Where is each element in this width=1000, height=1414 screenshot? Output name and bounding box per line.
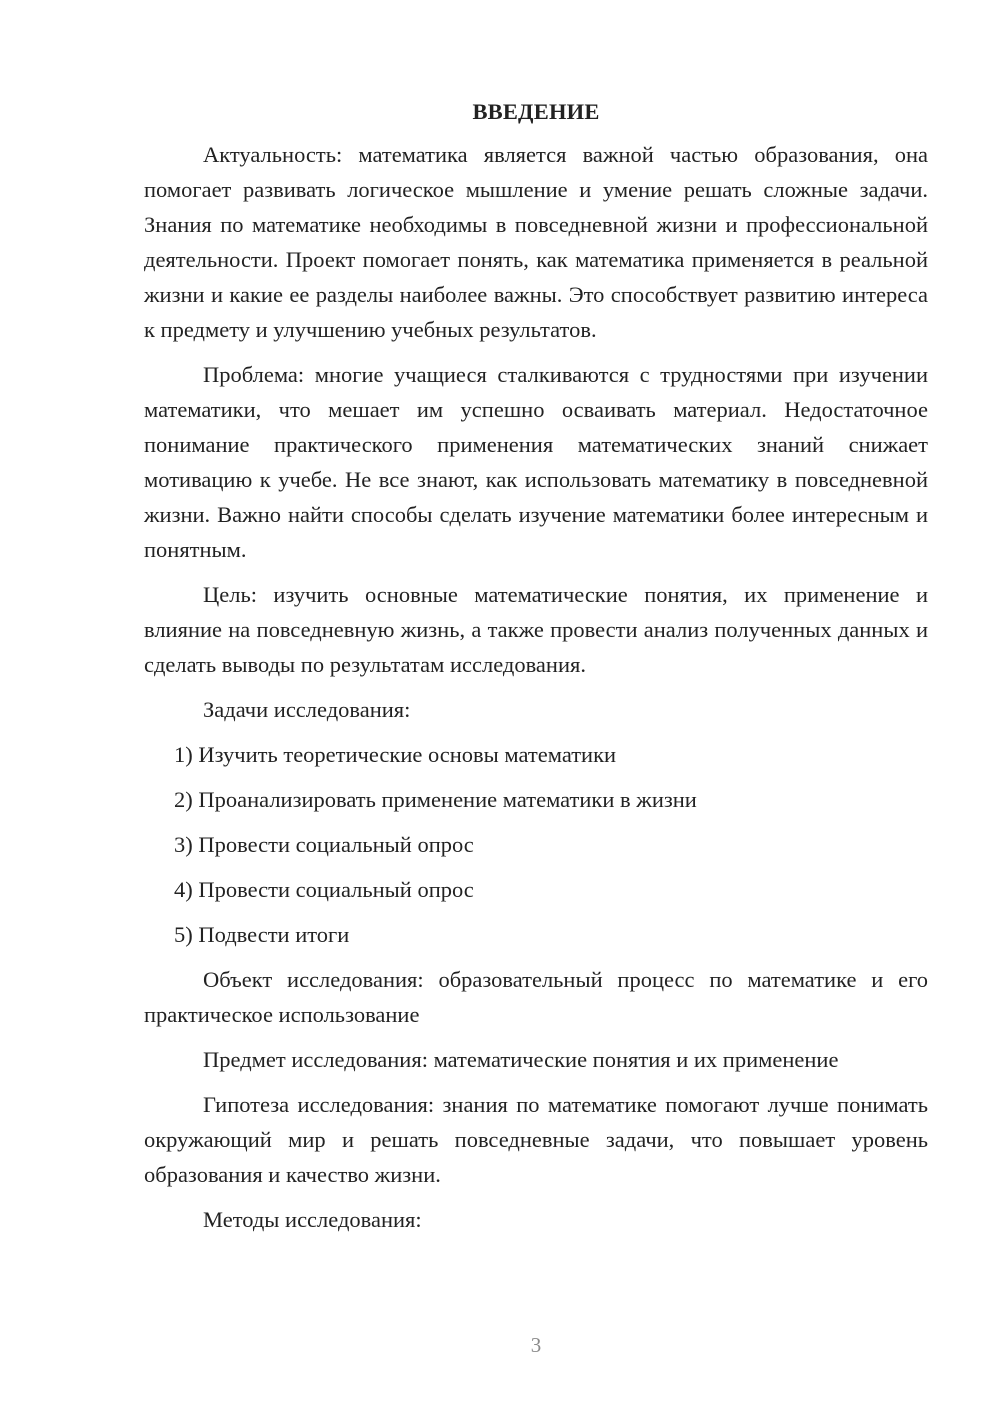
list-item: 5) Подвести итоги	[174, 922, 350, 947]
list-item: 3) Провести социальный опрос	[174, 832, 474, 857]
list-item: 2) Проанализировать применение математики в жизни	[174, 787, 697, 812]
subject-paragraph: Предмет исследования: математические понятия и их применение	[203, 1047, 839, 1072]
methods-heading: Методы исследования:	[203, 1207, 422, 1232]
page-title: ВВЕДЕНИЕ	[472, 99, 600, 124]
tasks-heading: Задачи исследования:	[203, 697, 411, 722]
relevance-paragraph: Актуальность: математика является важной частью образования, она помогает развивать логическое мышление и умение решать сложные задачи. Знания по математике необходимы в повседневной жизни и профессиональной деятельности. Проект помогает понять, как математика применяется в реальной жизни и какие ее разделы наиболее важны. Это способствует развитию интереса к предмету и улучшению учебных результатов.	[144, 142, 928, 342]
hypothesis-paragraph: Гипотеза исследования: знания по математике помогают лучше понимать окружающий мир и решать повседневные задачи, что повышает уровень образования и качество жизни.	[144, 1092, 928, 1187]
list-item: 1) Изучить теоретические основы математики	[174, 742, 617, 767]
goal-paragraph: Цель: изучить основные математические понятия, их применение и влияние на повседневную жизнь, а также провести анализ полученных данных и сделать выводы по результатам исследования.	[144, 582, 928, 677]
page-number: 3	[530, 1333, 542, 1357]
problem-paragraph: Проблема: многие учащиеся сталкиваются с трудностями при изучении математики, что мешает им успешно осваивать материал. Недостаточное понимание практического применения математических знаний снижает мотивацию к учебе. Не все знают, как использовать математику в повседневной жизни. Важно найти способы сделать изучение математики более интересным и понятным.	[144, 362, 928, 562]
list-item: 4) Провести социальный опрос	[174, 877, 474, 902]
object-paragraph: Объект исследования: образовательный процесс по математике и его практическое использование	[144, 967, 928, 1027]
page-content	[144, 94, 928, 1247]
tasks-list	[144, 737, 928, 952]
